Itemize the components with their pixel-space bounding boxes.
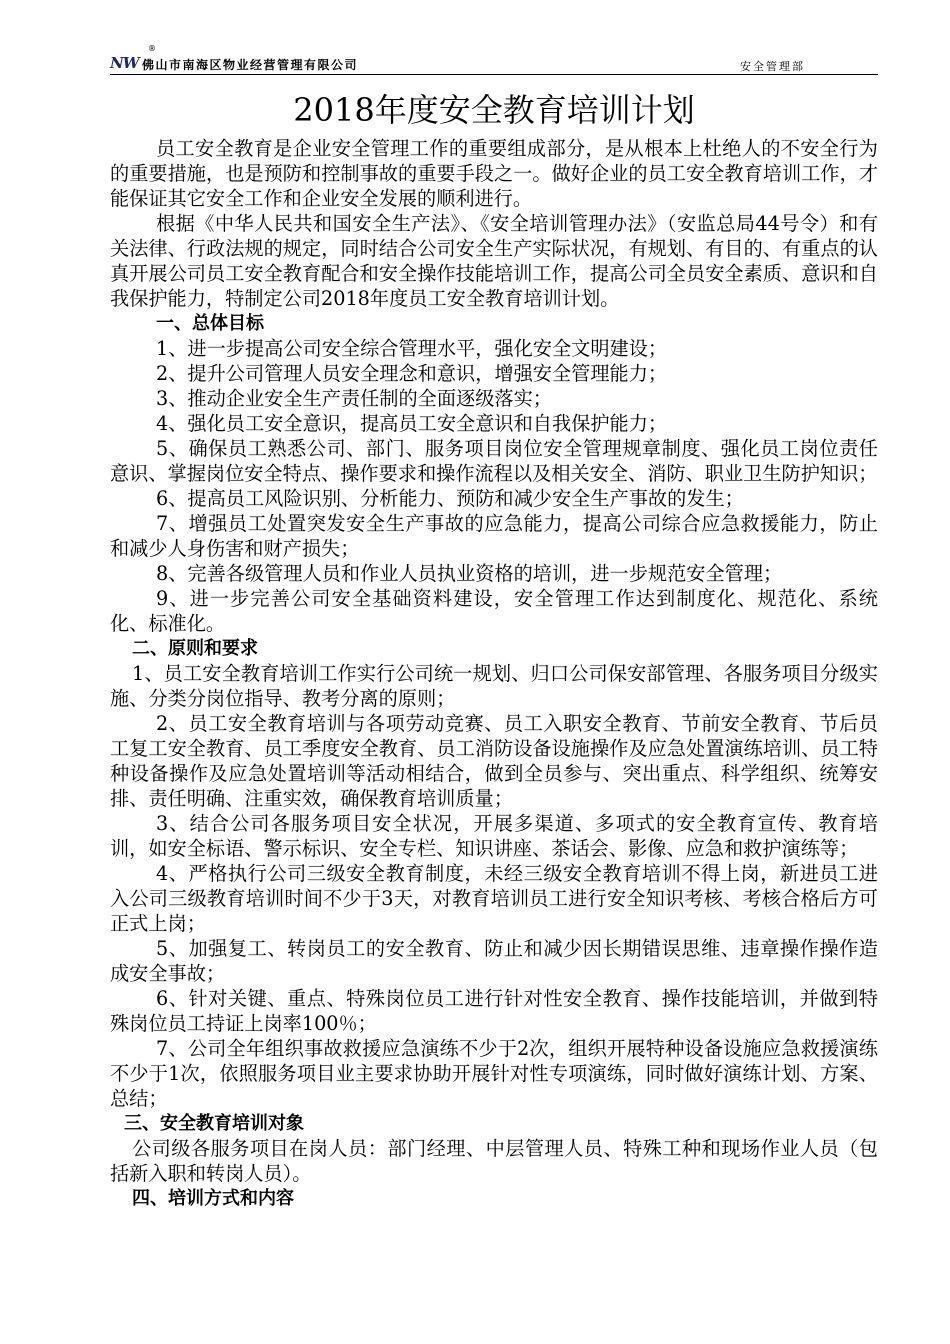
goal-item: 8、完善各级管理人员和作业人员执业资格的培训，进一步规范安全管理； xyxy=(156,562,783,585)
principle-item: 4、严格执行公司三级安全教育制度，未经三级安全教育培训不得上岗，新进员工进入公司三级教育培训时间不少于3天，对教育培训员工进行安全知识考核、考核合格后方可正式上岗； xyxy=(110,862,878,935)
principle-item: 2、员工安全教育培训与各项劳动竞赛、员工入职安全教育、节前安全教育、节后员工复工安全教育、员工季度安全教育、员工消防设备设施操作及应急处置演练培训、员工特种设备操作及应急处置培训等活动相结合，做到全员参与、突出重点、科学组织、统筹安排、责任明确、注重实效，确保教育培训质量； xyxy=(110,712,878,810)
principle-item: 1、员工安全教育培训工作实行公司统一规划、归口公司保安部管理、各服务项目分级实施、分类分岗位指导、教考分离的原则； xyxy=(110,662,878,710)
document-title: 2018年度安全教育培训计划 xyxy=(293,91,695,129)
section-heading-methods: 四、培训方式和内容 xyxy=(132,1188,294,1209)
goal-item: 5、确保员工熟悉公司、部门、服务项目岗位安全管理规章制度、强化员工岗位责任意识、掌握岗位安全特点、操作要求和操作流程以及相关安全、消防、职业卫生防护知识； xyxy=(110,437,878,485)
section-heading-goals: 一、总体目标 xyxy=(156,313,264,334)
goal-item: 9、进一步完善公司安全基础资料建设，安全管理工作达到制度化、规范化、系统化、标准化。 xyxy=(110,587,878,635)
intro-paragraph-2: 根据《中华人民共和国安全生产法》、《安全培训管理办法》（安监总局44号令）和有关法律、行政法规的规定，同时结合公司安全生产实际状况，有规划、有目的、有重点的认真开展公司员工安全教育配合和安全操作技能培训工作，提高公司全员安全素质、意识和自我保护能力，特制定公司2018年度员工安全教育培训计划。 xyxy=(110,212,878,310)
company-logo: NW xyxy=(110,54,139,72)
section-heading-targets: 三、安全教育培训对象 xyxy=(124,1113,304,1134)
document-body xyxy=(110,136,878,1211)
goal-item: 2、提升公司管理人员安全理念和意识，增强安全管理能力； xyxy=(156,362,668,385)
section-heading-principles: 二、原则和要求 xyxy=(132,638,258,659)
goal-item: 6、提高员工风险识别、分析能力、预防和减少安全生产事故的发生； xyxy=(156,487,744,510)
goal-item: 7、增强员工处置突发安全生产事故的应急能力，提高公司综合应急救援能力，防止和减少人身伤害和财产损失； xyxy=(110,512,878,560)
goal-item: 3、推动企业安全生产责任制的全面逐级落实； xyxy=(156,387,552,410)
principle-item: 7、公司全年组织事故救援应急演练不少于2次，组织开展特种设备设施应急救援演练不少于1次，依照服务项目业主要求协助开展针对性专项演练，同时做好演练计划、方案、总结； xyxy=(110,1037,878,1110)
goal-item: 4、强化员工安全意识，提高员工安全意识和自我保护能力； xyxy=(156,412,668,435)
targets-text: 公司级各服务项目在岗人员：部门经理、中层管理人员、特殊工种和现场作业人员（包括新入职和转岗人员）。 xyxy=(110,1137,878,1185)
principle-item: 5、加强复工、转岗员工的安全教育、防止和减少因长期错误思维、违章操作操作造成安全事故； xyxy=(110,937,878,985)
page-header xyxy=(110,40,878,76)
principle-item: 6、针对关键、重点、特殊岗位员工进行针对性安全教育、操作技能培训，并做到特殊岗位员工持证上岗率100％； xyxy=(110,987,878,1035)
registered-mark: ® xyxy=(148,44,156,53)
principle-item: 3、结合公司各服务项目安全状况，开展多渠道、多项式的安全教育宣传、教育培训，如安全标语、警示标识、安全专栏、知识讲座、茶话会、影像、应急和救护演练等； xyxy=(110,812,878,860)
goal-item: 1、进一步提高公司安全综合管理水平，强化安全文明建设； xyxy=(156,337,668,360)
department-name: 安全管理部 xyxy=(740,60,805,73)
company-name: 佛山市南海区物业经营管理有限公司 xyxy=(142,58,359,72)
header-rule xyxy=(110,74,878,75)
intro-paragraph-1: 员工安全教育是企业安全管理工作的重要组成部分，是从根本上杜绝人的不安全行为的重要措施，也是预防和控制事故的重要手段之一。做好企业的员工安全教育培训工作，才能保证其它安全工作和企业安全发展的顺利进行。 xyxy=(110,137,878,210)
